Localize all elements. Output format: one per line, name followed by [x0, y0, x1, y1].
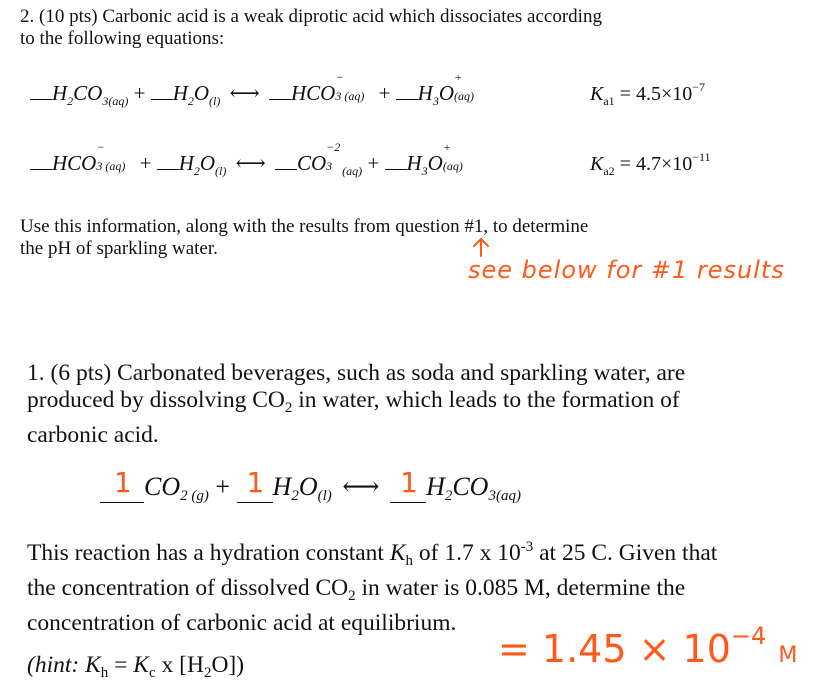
coefficient-blank: [151, 81, 173, 100]
handwritten-note: see below for #1 results: [468, 256, 785, 284]
subscript: (l): [317, 488, 332, 504]
coefficient-blank: [275, 151, 297, 170]
q2-line-1: 2. (10 pts) Carbonic acid is a weak diprotic acid which dissociates according: [20, 6, 602, 27]
superscript: −: [96, 140, 105, 154]
subscript: 2: [187, 94, 194, 108]
subscript: 3 (aq): [96, 159, 126, 173]
q1-body-line-1: [27, 534, 717, 575]
text-span: (hint:: [27, 652, 86, 678]
q1-body-line-3: concentration of carbonic acid at equilibrium.: [27, 610, 457, 636]
k-symbol: K: [133, 652, 149, 678]
q2-instructions: [20, 216, 588, 260]
k-symbol: K: [590, 153, 604, 175]
species-text: H: [426, 472, 445, 501]
coefficient-blank: [100, 466, 144, 503]
ka1-value: [590, 80, 705, 109]
coefficient-blank: [30, 151, 52, 170]
subscript: 2: [291, 488, 299, 504]
species-text: CO: [73, 81, 103, 105]
superscript: +: [454, 70, 463, 84]
superscript: −: [335, 70, 344, 84]
sub-sup: [326, 140, 342, 173]
handwritten-coefficient: 1: [400, 466, 418, 499]
text-span: of 1.7 x 10: [413, 540, 521, 566]
exponent: −11: [692, 150, 711, 164]
subscript: 3: [326, 159, 333, 173]
superscript: +: [442, 140, 451, 154]
subscript: 3(aq): [488, 488, 521, 504]
subscript: (l): [209, 94, 221, 108]
exponent: -3: [520, 539, 534, 555]
k-equals: = 4.7×10: [619, 153, 693, 175]
text-span: in water is 0.085 M, determine the: [355, 575, 686, 601]
plus-sign: +: [133, 81, 146, 105]
species-text: CO: [144, 472, 181, 501]
species-text: H: [272, 472, 292, 501]
species-text: CO: [296, 151, 327, 175]
hint-text: [27, 652, 244, 687]
subscript: 2: [348, 588, 356, 604]
species-text: O: [199, 151, 216, 175]
subscript: (l): [215, 164, 227, 178]
species-text: H: [406, 151, 422, 175]
plus-sign: +: [367, 151, 380, 175]
text-span: in water, which leads to the formation of: [292, 387, 680, 413]
subscript: c: [148, 665, 156, 681]
species-text: HCO: [52, 151, 97, 175]
answer-unit: M: [778, 643, 798, 668]
answer-exponent: −4: [730, 622, 767, 650]
q1-line-1: 1. (6 pts) Carbonated beverages, such as soda and sparkling water, are: [27, 360, 686, 386]
subscript: 2: [284, 400, 293, 416]
superscript: −2: [326, 140, 341, 154]
handwritten-up-arrow-icon: [470, 236, 494, 258]
instruction-line-2: the pH of sparkling water.: [20, 238, 218, 259]
coefficient-blank: [385, 151, 407, 170]
subscript: 2: [193, 164, 200, 178]
coefficient-blank: [269, 81, 291, 100]
text-span: the concentration of dissolved CO: [27, 575, 349, 601]
ka2-value: [590, 150, 711, 179]
plus-sign: +: [139, 151, 152, 175]
equilibrium-arrow-icon: ⟷: [342, 472, 380, 501]
subscript: 3 (aq): [335, 89, 365, 103]
text-span: O]): [211, 652, 245, 678]
k-symbol: K: [85, 652, 101, 678]
text-span: =: [108, 652, 134, 678]
plus-sign: +: [378, 81, 391, 105]
instruction-line-1: Use this information, along with the results from question #1, to determine: [20, 216, 589, 237]
species-text: H: [178, 151, 194, 175]
subscript: a2: [603, 164, 615, 178]
text-span: x [H: [155, 652, 204, 678]
q1-line-3: carbonic acid.: [27, 422, 159, 448]
k-equals: = 4.5×10: [619, 83, 693, 105]
species-text: HCO: [290, 81, 336, 105]
subscript: 3(aq): [102, 94, 129, 108]
question-2-text: [20, 6, 602, 50]
subscript: h: [100, 665, 109, 681]
handwritten-answer: [498, 622, 797, 671]
exponent: −7: [692, 80, 706, 94]
text-span: produced by dissolving CO: [27, 387, 285, 413]
subscript: a1: [603, 94, 615, 108]
q1-body-line-2: [27, 575, 717, 610]
sub-sup: [96, 140, 134, 173]
species-text: O: [438, 81, 455, 105]
sub-sup: [442, 140, 481, 173]
q2-line-2: to the following equations:: [20, 28, 225, 49]
q1-line-2: [27, 387, 685, 422]
equilibrium-arrow-icon: ⟷: [235, 151, 266, 175]
species-text: CO: [452, 472, 489, 501]
species-text: O: [427, 151, 443, 175]
subscript: (aq): [342, 164, 363, 178]
equation-1: [30, 70, 492, 109]
sub-sup: [454, 70, 492, 103]
k-symbol: K: [590, 83, 604, 105]
species-text: H: [417, 81, 433, 105]
equation-hydration: [100, 466, 521, 505]
sub-sup: [335, 70, 373, 103]
species-text: O: [193, 81, 210, 105]
text-span: at 25 C. Given that: [533, 540, 718, 566]
question-1-text: [27, 360, 685, 449]
species-text: O: [298, 472, 318, 501]
plus-sign: +: [215, 472, 231, 501]
subscript: 2 (g): [180, 488, 209, 504]
subscript: (aq): [442, 159, 463, 173]
coefficient-blank: [390, 466, 426, 503]
equation-2: [30, 140, 481, 179]
coefficient-blank: [30, 81, 52, 100]
species-text: H: [52, 81, 68, 105]
k-symbol: K: [389, 540, 406, 566]
coefficient-blank: [157, 151, 179, 170]
subscript: 3: [421, 164, 428, 178]
subscript: 2: [67, 94, 74, 108]
text-span: This reaction has a hydration constant: [27, 540, 390, 566]
subscript: 3: [432, 94, 439, 108]
coefficient-blank: [237, 466, 273, 503]
handwritten-coefficient: 1: [246, 466, 265, 499]
answer-value: = 1.45 × 10: [498, 627, 731, 671]
equilibrium-arrow-icon: ⟷: [229, 81, 260, 105]
subscript: 2: [203, 665, 212, 681]
coefficient-blank: [396, 81, 418, 100]
handwritten-coefficient: 1: [114, 466, 132, 499]
subscript: (aq): [454, 89, 475, 103]
subscript: h: [405, 553, 414, 569]
subscript: 2: [444, 488, 453, 504]
species-text: H: [172, 81, 188, 105]
